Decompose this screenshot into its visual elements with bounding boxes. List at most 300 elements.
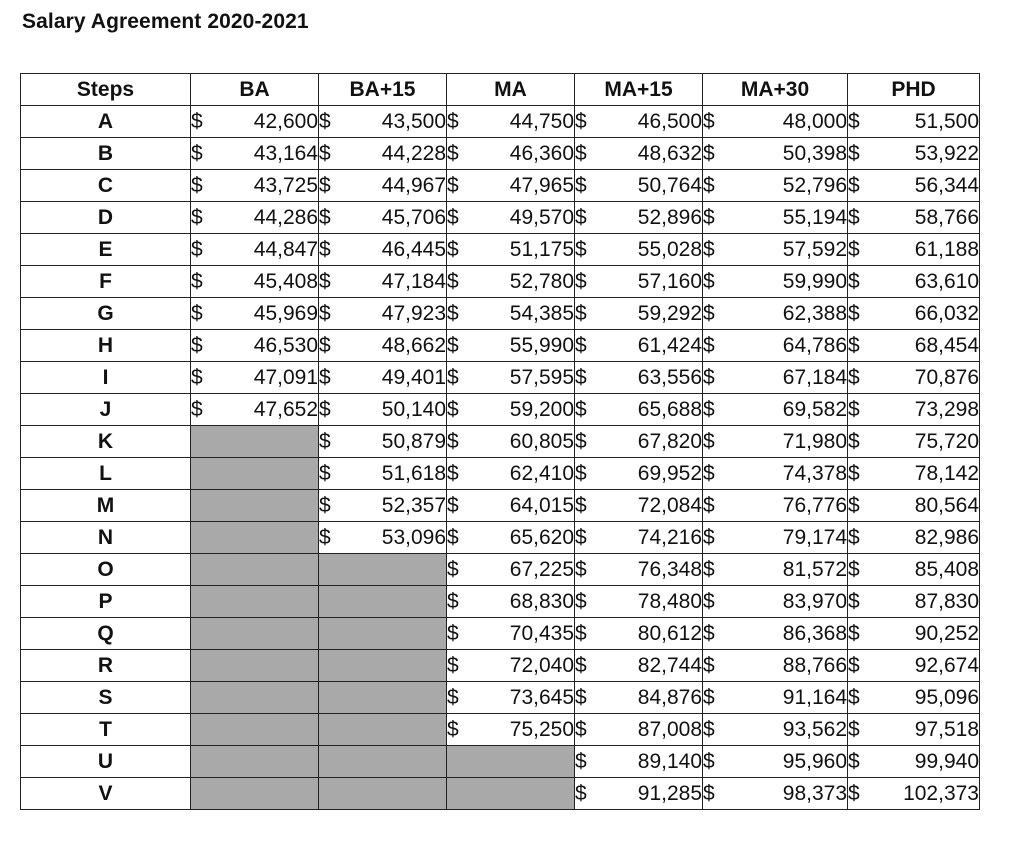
salary-amount: 89,140 (637, 749, 702, 773)
step-label: V (21, 778, 191, 810)
empty-cell (191, 522, 319, 554)
salary-cell (447, 202, 575, 234)
salary-amount: 68,454 (914, 333, 979, 357)
salary-amount: 79,174 (782, 525, 847, 549)
currency-symbol: $ (191, 109, 203, 133)
empty-cell (191, 458, 319, 490)
empty-cell (191, 650, 319, 682)
salary-amount: 55,194 (782, 205, 847, 229)
step-label: O (21, 554, 191, 586)
table-row (21, 650, 980, 682)
table-row (21, 234, 980, 266)
currency-symbol: $ (575, 141, 587, 165)
salary-amount: 61,424 (637, 333, 702, 357)
salary-cell (575, 522, 703, 554)
salary-amount: 51,175 (509, 237, 574, 261)
salary-cell (319, 138, 447, 170)
salary-amount: 57,160 (637, 269, 702, 293)
empty-cell (191, 618, 319, 650)
currency-symbol: $ (447, 429, 459, 453)
salary-cell (848, 554, 980, 586)
salary-cell (848, 266, 980, 298)
salary-amount: 73,645 (509, 685, 574, 709)
page-title: Salary Agreement 2020-2021 (22, 10, 309, 33)
salary-amount: 62,388 (782, 301, 847, 325)
salary-amount: 68,830 (509, 589, 574, 613)
salary-amount: 92,674 (914, 653, 979, 677)
salary-cell (703, 394, 848, 426)
salary-cell (447, 234, 575, 266)
currency-symbol: $ (447, 141, 459, 165)
step-label: D (21, 202, 191, 234)
salary-amount: 67,184 (782, 365, 847, 389)
salary-cell (848, 106, 980, 138)
currency-symbol: $ (703, 365, 715, 389)
salary-cell (703, 746, 848, 778)
salary-cell (191, 106, 319, 138)
salary-cell (575, 426, 703, 458)
currency-symbol: $ (575, 589, 587, 613)
salary-amount: 63,556 (637, 365, 702, 389)
salary-amount: 99,940 (914, 749, 979, 773)
salary-cell (575, 714, 703, 746)
currency-symbol: $ (703, 461, 715, 485)
salary-cell (447, 426, 575, 458)
currency-symbol: $ (848, 493, 860, 517)
salary-cell (447, 330, 575, 362)
currency-symbol: $ (447, 493, 459, 517)
currency-symbol: $ (447, 109, 459, 133)
salary-cell (319, 106, 447, 138)
currency-symbol: $ (447, 461, 459, 485)
currency-symbol: $ (703, 493, 715, 517)
salary-amount: 48,000 (782, 109, 847, 133)
salary-cell (191, 234, 319, 266)
salary-amount: 44,847 (253, 237, 318, 261)
currency-symbol: $ (575, 781, 587, 805)
salary-amount: 65,620 (509, 525, 574, 549)
currency-symbol: $ (575, 461, 587, 485)
salary-cell (575, 394, 703, 426)
salary-cell (191, 266, 319, 298)
currency-symbol: $ (447, 173, 459, 197)
currency-symbol: $ (848, 653, 860, 677)
salary-amount: 62,410 (509, 461, 574, 485)
salary-amount: 84,876 (637, 685, 702, 709)
salary-amount: 44,750 (509, 109, 574, 133)
table-row (21, 682, 980, 714)
salary-amount: 57,592 (782, 237, 847, 261)
salary-amount: 59,292 (637, 301, 702, 325)
salary-amount: 70,876 (914, 365, 979, 389)
salary-cell (575, 458, 703, 490)
empty-cell (319, 586, 447, 618)
salary-cell (319, 522, 447, 554)
currency-symbol: $ (319, 493, 331, 517)
salary-cell (575, 170, 703, 202)
salary-amount: 72,084 (637, 493, 702, 517)
currency-symbol: $ (703, 525, 715, 549)
currency-symbol: $ (447, 237, 459, 261)
salary-cell (848, 522, 980, 554)
empty-cell (319, 778, 447, 810)
salary-amount: 42,600 (253, 109, 318, 133)
currency-symbol: $ (703, 429, 715, 453)
currency-symbol: $ (848, 269, 860, 293)
table-row (21, 586, 980, 618)
salary-amount: 47,091 (253, 365, 318, 389)
currency-symbol: $ (447, 685, 459, 709)
column-header-ba15: BA+15 (319, 74, 447, 106)
salary-cell (848, 170, 980, 202)
salary-cell (703, 554, 848, 586)
table-row (21, 138, 980, 170)
salary-amount: 75,720 (914, 429, 979, 453)
step-label: H (21, 330, 191, 362)
currency-symbol: $ (191, 301, 203, 325)
salary-cell (319, 426, 447, 458)
salary-cell (703, 458, 848, 490)
salary-amount: 56,344 (914, 173, 979, 197)
salary-cell (575, 330, 703, 362)
salary-cell (575, 682, 703, 714)
salary-cell (848, 682, 980, 714)
salary-amount: 95,096 (914, 685, 979, 709)
salary-cell (848, 298, 980, 330)
currency-symbol: $ (848, 237, 860, 261)
currency-symbol: $ (703, 589, 715, 613)
salary-amount: 70,435 (509, 621, 574, 645)
salary-amount: 47,965 (509, 173, 574, 197)
step-label: N (21, 522, 191, 554)
salary-cell (848, 458, 980, 490)
currency-symbol: $ (575, 621, 587, 645)
column-header-phd: PHD (848, 74, 980, 106)
currency-symbol: $ (447, 269, 459, 293)
empty-cell (319, 554, 447, 586)
salary-amount: 53,096 (381, 525, 446, 549)
salary-amount: 50,398 (782, 141, 847, 165)
currency-symbol: $ (848, 301, 860, 325)
currency-symbol: $ (191, 173, 203, 197)
salary-cell (848, 650, 980, 682)
currency-symbol: $ (848, 525, 860, 549)
salary-cell (575, 778, 703, 810)
currency-symbol: $ (447, 653, 459, 677)
salary-amount: 47,184 (381, 269, 446, 293)
salary-cell (575, 554, 703, 586)
currency-symbol: $ (848, 141, 860, 165)
salary-cell (447, 682, 575, 714)
step-label: B (21, 138, 191, 170)
salary-amount: 46,500 (637, 109, 702, 133)
currency-symbol: $ (848, 333, 860, 357)
salary-cell (703, 618, 848, 650)
table-row (21, 330, 980, 362)
currency-symbol: $ (191, 141, 203, 165)
currency-symbol: $ (575, 493, 587, 517)
salary-cell (703, 330, 848, 362)
salary-cell (191, 330, 319, 362)
currency-symbol: $ (575, 717, 587, 741)
currency-symbol: $ (703, 557, 715, 581)
salary-cell (848, 618, 980, 650)
salary-amount: 81,572 (782, 557, 847, 581)
currency-symbol: $ (575, 301, 587, 325)
column-header-ma15: MA+15 (575, 74, 703, 106)
salary-cell (191, 202, 319, 234)
salary-amount: 51,500 (914, 109, 979, 133)
salary-amount: 69,582 (782, 397, 847, 421)
salary-cell (703, 170, 848, 202)
currency-symbol: $ (319, 461, 331, 485)
salary-cell (703, 266, 848, 298)
table-row (21, 170, 980, 202)
salary-cell (447, 586, 575, 618)
table-row (21, 746, 980, 778)
step-label: S (21, 682, 191, 714)
salary-cell (447, 298, 575, 330)
salary-table (20, 73, 980, 810)
salary-amount: 90,252 (914, 621, 979, 645)
salary-cell (447, 266, 575, 298)
currency-symbol: $ (703, 749, 715, 773)
salary-cell (447, 554, 575, 586)
empty-cell (191, 490, 319, 522)
currency-symbol: $ (848, 173, 860, 197)
salary-cell (319, 234, 447, 266)
currency-symbol: $ (447, 525, 459, 549)
step-label: T (21, 714, 191, 746)
step-label: I (21, 362, 191, 394)
salary-cell (703, 298, 848, 330)
salary-cell (191, 138, 319, 170)
salary-amount: 80,612 (637, 621, 702, 645)
step-label: A (21, 106, 191, 138)
currency-symbol: $ (703, 173, 715, 197)
step-label: M (21, 490, 191, 522)
salary-amount: 61,188 (914, 237, 979, 261)
currency-symbol: $ (703, 653, 715, 677)
empty-cell (191, 554, 319, 586)
salary-cell (447, 650, 575, 682)
currency-symbol: $ (575, 109, 587, 133)
currency-symbol: $ (703, 333, 715, 357)
salary-cell (703, 234, 848, 266)
salary-cell (703, 202, 848, 234)
salary-amount: 91,285 (637, 781, 702, 805)
currency-symbol: $ (319, 333, 331, 357)
column-header-ma30: MA+30 (703, 74, 848, 106)
salary-cell (703, 426, 848, 458)
salary-amount: 55,028 (637, 237, 702, 261)
salary-cell (703, 586, 848, 618)
currency-symbol: $ (447, 365, 459, 389)
currency-symbol: $ (575, 205, 587, 229)
currency-symbol: $ (447, 333, 459, 357)
salary-cell (575, 138, 703, 170)
salary-cell (575, 650, 703, 682)
currency-symbol: $ (848, 589, 860, 613)
currency-symbol: $ (575, 173, 587, 197)
salary-amount: 74,216 (637, 525, 702, 549)
currency-symbol: $ (319, 269, 331, 293)
salary-amount: 54,385 (509, 301, 574, 325)
currency-symbol: $ (191, 269, 203, 293)
table-row (21, 554, 980, 586)
currency-symbol: $ (848, 429, 860, 453)
empty-cell (191, 586, 319, 618)
currency-symbol: $ (575, 653, 587, 677)
salary-cell (848, 778, 980, 810)
salary-amount: 50,140 (381, 397, 446, 421)
salary-amount: 46,530 (253, 333, 318, 357)
currency-symbol: $ (319, 109, 331, 133)
salary-amount: 95,960 (782, 749, 847, 773)
salary-cell (848, 714, 980, 746)
empty-cell (319, 682, 447, 714)
salary-cell (703, 106, 848, 138)
currency-symbol: $ (447, 301, 459, 325)
salary-cell (447, 106, 575, 138)
salary-amount: 98,373 (782, 781, 847, 805)
currency-symbol: $ (447, 717, 459, 741)
table-row (21, 106, 980, 138)
salary-amount: 91,164 (782, 685, 847, 709)
table-row (21, 266, 980, 298)
empty-cell (191, 746, 319, 778)
step-label: J (21, 394, 191, 426)
salary-amount: 59,200 (509, 397, 574, 421)
salary-amount: 52,896 (637, 205, 702, 229)
table-row (21, 778, 980, 810)
currency-symbol: $ (575, 365, 587, 389)
salary-amount: 86,368 (782, 621, 847, 645)
currency-symbol: $ (703, 301, 715, 325)
salary-amount: 73,298 (914, 397, 979, 421)
salary-cell (848, 362, 980, 394)
currency-symbol: $ (319, 301, 331, 325)
table-row (21, 618, 980, 650)
currency-symbol: $ (703, 397, 715, 421)
salary-cell (319, 362, 447, 394)
salary-cell (447, 394, 575, 426)
salary-cell (191, 170, 319, 202)
currency-symbol: $ (191, 205, 203, 229)
empty-cell (191, 778, 319, 810)
currency-symbol: $ (575, 237, 587, 261)
currency-symbol: $ (848, 397, 860, 421)
currency-symbol: $ (191, 365, 203, 389)
salary-amount: 76,348 (637, 557, 702, 581)
currency-symbol: $ (848, 365, 860, 389)
salary-cell (848, 746, 980, 778)
currency-symbol: $ (575, 685, 587, 709)
header-row (21, 74, 980, 106)
salary-cell (703, 362, 848, 394)
salary-amount: 50,879 (381, 429, 446, 453)
currency-symbol: $ (447, 589, 459, 613)
salary-cell (575, 586, 703, 618)
currency-symbol: $ (703, 109, 715, 133)
salary-amount: 85,408 (914, 557, 979, 581)
salary-cell (447, 714, 575, 746)
salary-cell (575, 746, 703, 778)
currency-symbol: $ (447, 621, 459, 645)
salary-cell (319, 298, 447, 330)
table-row (21, 426, 980, 458)
salary-cell (703, 522, 848, 554)
salary-cell (575, 618, 703, 650)
salary-cell (575, 234, 703, 266)
salary-cell (575, 298, 703, 330)
salary-amount: 52,796 (782, 173, 847, 197)
salary-amount: 44,286 (253, 205, 318, 229)
table-body (21, 106, 980, 810)
currency-symbol: $ (191, 333, 203, 357)
step-label: L (21, 458, 191, 490)
salary-amount: 55,990 (509, 333, 574, 357)
currency-symbol: $ (319, 237, 331, 261)
salary-amount: 75,250 (509, 717, 574, 741)
salary-cell (703, 682, 848, 714)
salary-cell (191, 394, 319, 426)
salary-amount: 64,786 (782, 333, 847, 357)
empty-cell (191, 682, 319, 714)
empty-cell (191, 714, 319, 746)
salary-amount: 43,164 (253, 141, 318, 165)
empty-cell (319, 618, 447, 650)
currency-symbol: $ (319, 429, 331, 453)
salary-cell (575, 202, 703, 234)
table-row (21, 714, 980, 746)
salary-cell (319, 330, 447, 362)
currency-symbol: $ (447, 397, 459, 421)
empty-cell (319, 746, 447, 778)
salary-amount: 46,445 (381, 237, 446, 261)
salary-cell (575, 106, 703, 138)
salary-cell (319, 266, 447, 298)
salary-cell (848, 490, 980, 522)
salary-amount: 66,032 (914, 301, 979, 325)
currency-symbol: $ (703, 781, 715, 805)
currency-symbol: $ (703, 237, 715, 261)
currency-symbol: $ (191, 237, 203, 261)
salary-cell (848, 234, 980, 266)
currency-symbol: $ (848, 685, 860, 709)
salary-amount: 74,378 (782, 461, 847, 485)
step-label: U (21, 746, 191, 778)
salary-amount: 82,986 (914, 525, 979, 549)
salary-cell (848, 394, 980, 426)
salary-cell (703, 778, 848, 810)
currency-symbol: $ (703, 685, 715, 709)
table-row (21, 362, 980, 394)
salary-cell (319, 458, 447, 490)
salary-amount: 49,570 (509, 205, 574, 229)
salary-cell (848, 138, 980, 170)
step-label: P (21, 586, 191, 618)
currency-symbol: $ (703, 621, 715, 645)
column-header-ba: BA (191, 74, 319, 106)
currency-symbol: $ (575, 557, 587, 581)
salary-cell (319, 170, 447, 202)
currency-symbol: $ (848, 621, 860, 645)
salary-amount: 51,618 (381, 461, 446, 485)
currency-symbol: $ (575, 269, 587, 293)
table-row (21, 458, 980, 490)
step-label: R (21, 650, 191, 682)
